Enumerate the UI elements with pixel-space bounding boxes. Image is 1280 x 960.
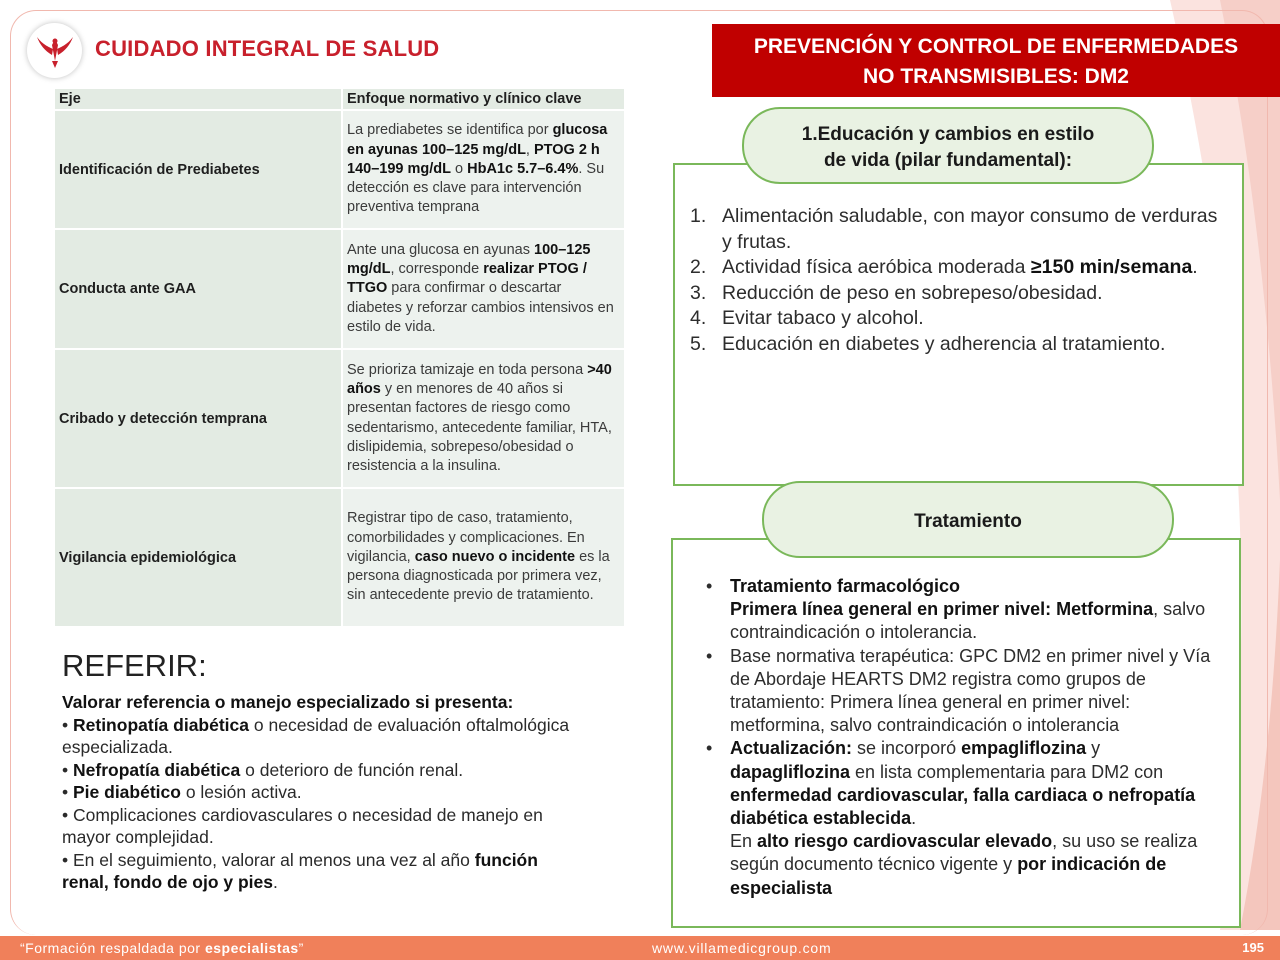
education-title bbox=[742, 107, 1154, 184]
table-cell-axis: Identificación de Prediabetes bbox=[54, 110, 342, 229]
list-item-text: Actualización: se incorporó empagliflozina y dapagliflozina en lista complementaria para DM2 con enfermedad cardiovascular, falla cardiaca o nefropatía diabética establecida. En alto riesgo cardiovascular elevado, su uso se realiza según documento técnico vigente y por indicación de especialista bbox=[730, 738, 1198, 898]
footer-quote-suffix: ” bbox=[298, 940, 304, 956]
table-row bbox=[54, 229, 625, 349]
education-list bbox=[690, 204, 1230, 357]
list-number: 2. bbox=[690, 256, 707, 278]
table-cell-axis: Vigilancia epidemiológica bbox=[54, 488, 342, 627]
table-row bbox=[54, 110, 625, 229]
table-cell-description: Ante una glucosa en ayunas 100–125 mg/dL, corresponde realizar PTOG / TTGO para confirmar o descartar diabetes y reforzar cambios intensivos en estilo de vida. bbox=[342, 229, 625, 349]
refer-line: • Nefropatía diabética o deterioro de función renal. bbox=[62, 759, 464, 780]
list-item-text: Educación en diabetes y adherencia al tratamiento. bbox=[722, 332, 1166, 355]
refer-line: • Pie diabético o lesión activa. bbox=[62, 782, 302, 802]
eagle-logo-icon bbox=[35, 31, 75, 71]
list-item bbox=[690, 281, 1230, 307]
bullet-icon: • bbox=[706, 645, 713, 666]
list-item bbox=[690, 332, 1230, 358]
table-cell-description: Registrar tipo de caso, tratamiento, comorbilidades y complicaciones. En vigilancia, caso nuevo o incidente es la persona diagnosticada por primera vez, sin antecedente previo de tratamiento. bbox=[342, 488, 625, 627]
table-row bbox=[54, 349, 625, 488]
list-item-text: Evitar tabaco y alcohol. bbox=[722, 307, 924, 329]
list-item-text: Actividad física aeróbica moderada ≥150 min/semana. bbox=[722, 256, 1198, 278]
footer-quote-prefix: “Formación respaldada por bbox=[20, 940, 205, 956]
bullet-icon: • bbox=[706, 576, 713, 596]
guidance-table bbox=[53, 87, 626, 628]
education-title-line1: 1.Educación y cambios en estilo bbox=[801, 124, 1095, 145]
list-item bbox=[706, 645, 1216, 738]
list-item-text: Reducción de peso en sobrepeso/obesidad. bbox=[722, 281, 1103, 304]
table-cell-axis: Cribado y detección temprana bbox=[54, 349, 342, 488]
topic-title-line1: PREVENCIÓN Y CONTROL DE ENFERMEDADES bbox=[753, 35, 1239, 58]
column-header-axis: Eje bbox=[54, 88, 342, 110]
list-item bbox=[706, 737, 1216, 899]
refer-line: • En el seguimiento, valorar al menos una vez al año función renal, fondo de ojo y pies. bbox=[62, 849, 538, 892]
refer-line: • Complicaciones cardiovasculares o necesidad de manejo en mayor complejidad. bbox=[62, 804, 543, 847]
treatment-title: Tratamiento bbox=[762, 481, 1174, 558]
list-item-text: Tratamiento farmacológico Primera línea general en primer nivel: Metformina, salvo contraindicación o intolerancia. bbox=[730, 576, 1206, 643]
list-number: 3. bbox=[690, 281, 707, 304]
refer-body bbox=[62, 691, 582, 894]
list-item-text: Base normativa terapéutica: GPC DM2 en primer nivel y Vía de Abordaje HEARTS DM2 registra como grupos de tratamiento: Primera línea general en primer nivel: metformina, salvo contraindicación o intolerancia bbox=[730, 645, 1211, 736]
footer-quote bbox=[20, 940, 304, 956]
page-number: 195 bbox=[1242, 940, 1264, 955]
list-item bbox=[690, 306, 1230, 332]
education-title-line2: de vida (pilar fundamental): bbox=[823, 150, 1073, 171]
refer-title: REFERIR: bbox=[62, 648, 207, 683]
list-item bbox=[690, 255, 1230, 281]
table-cell-description: La prediabetes se identifica por glucosa en ayunas 100–125 mg/dL, PTOG 2 h 140–199 mg/dL o HbA1c 5.7–6.4%. Su detección es clave para intervención preventiva temprana bbox=[342, 110, 625, 229]
list-number: 1. bbox=[690, 205, 707, 227]
table-cell-axis: Conducta ante GAA bbox=[54, 229, 342, 349]
topic-banner bbox=[712, 24, 1280, 97]
footer-quote-bold: especialistas bbox=[204, 940, 299, 956]
list-item bbox=[690, 204, 1230, 255]
table-header-row bbox=[54, 88, 625, 110]
list-number: 4. bbox=[690, 307, 707, 329]
list-item-text: Alimentación saludable, con mayor consumo de verduras y frutas. bbox=[722, 205, 1218, 253]
table-row bbox=[54, 488, 625, 627]
table-cell-description: Se prioriza tamizaje en toda persona >40 años y en menores de 40 años si presentan factores de riesgo como sedentarismo, antecedente familiar, HTA, dislipidemia, sobrepeso/obesidad o resistencia a la insulina. bbox=[342, 349, 625, 488]
brand-logo bbox=[27, 23, 82, 78]
brand-title: CUIDADO INTEGRAL DE SALUD bbox=[95, 36, 440, 61]
column-header-approach: Enfoque normativo y clínico clave bbox=[342, 88, 625, 110]
list-number: 5. bbox=[690, 332, 707, 355]
footer-bar bbox=[0, 936, 1280, 960]
refer-line: Valorar referencia o manejo especializado si presenta: bbox=[62, 692, 514, 712]
bullet-icon: • bbox=[706, 738, 713, 759]
footer-url-link[interactable]: www.villamedicgroup.com bbox=[652, 940, 832, 956]
list-item bbox=[706, 575, 1216, 645]
treatment-list bbox=[706, 575, 1216, 900]
refer-line: • Retinopatía diabética o necesidad de evaluación oftalmológica especializada. bbox=[62, 714, 570, 757]
topic-title-line2: NO TRANSMISIBLES: DM2 bbox=[862, 65, 1129, 88]
